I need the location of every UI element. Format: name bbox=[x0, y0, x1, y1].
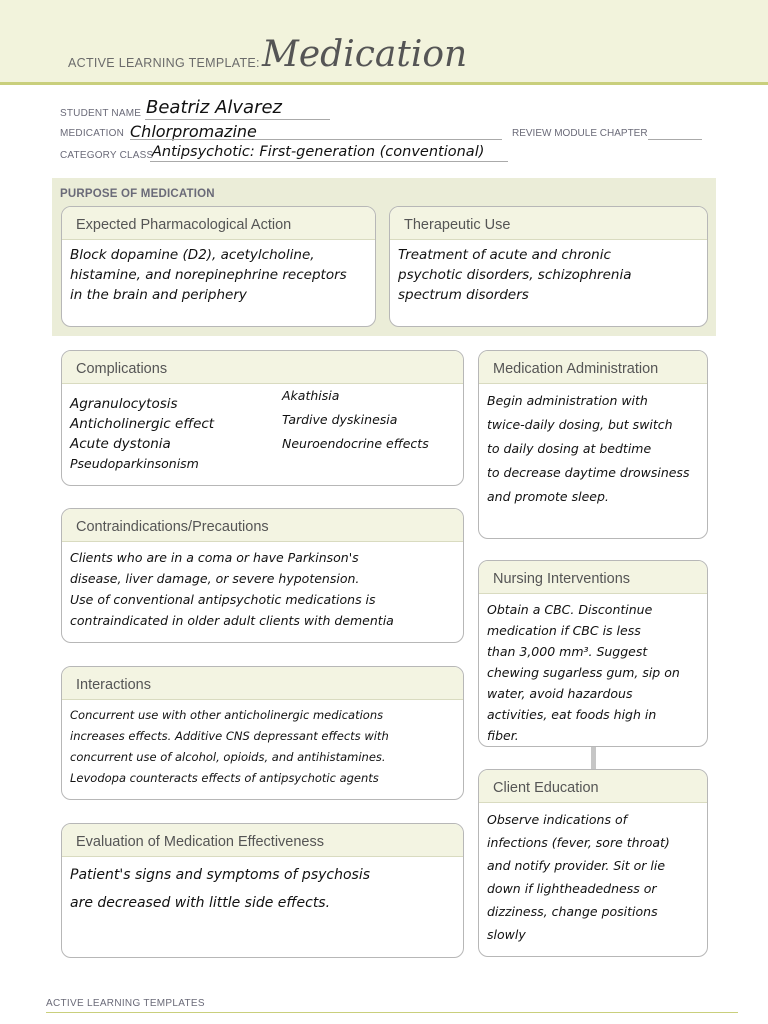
student-name-value: Beatriz Alvarez bbox=[146, 97, 283, 118]
text-line: are decreased with little side effects. bbox=[70, 895, 331, 911]
text-line: concurrent use of alcohol, opioids, and antihistamines. bbox=[70, 750, 386, 764]
therapeutic-use-title: Therapeutic Use bbox=[390, 207, 707, 240]
footer-line bbox=[46, 1012, 738, 1013]
text-line: twice-daily dosing, but switch bbox=[487, 417, 673, 432]
complications-box bbox=[61, 350, 464, 486]
interactions-box bbox=[61, 666, 464, 800]
footer-label: ACTIVE LEARNING TEMPLATES bbox=[46, 998, 205, 1009]
client-education-title: Client Education bbox=[479, 770, 707, 803]
text-line: spectrum disorders bbox=[398, 287, 529, 303]
complications-col1 bbox=[70, 394, 214, 474]
text-line: Block dopamine (D2), acetylcholine, bbox=[70, 247, 315, 263]
purpose-label: PURPOSE OF MEDICATION bbox=[60, 188, 215, 200]
text-line: slowly bbox=[487, 927, 526, 942]
text-line: dizziness, change positions bbox=[487, 904, 658, 919]
medication-administration-body bbox=[479, 384, 707, 509]
complication-item: Neuroendocrine effects bbox=[282, 436, 429, 451]
interactions-title: Interactions bbox=[62, 667, 463, 700]
review-module-label: REVIEW MODULE CHAPTER bbox=[512, 128, 648, 139]
text-line: and promote sleep. bbox=[487, 489, 609, 504]
text-line: Clients who are in a coma or have Parkinson's bbox=[70, 550, 359, 565]
text-line: activities, eat foods high in bbox=[487, 707, 657, 722]
expected-action-title: Expected Pharmacological Action bbox=[62, 207, 375, 240]
complication-item: Anticholinergic effect bbox=[70, 416, 215, 432]
text-line: than 3,000 mm³. Suggest bbox=[487, 644, 648, 659]
complications-col2 bbox=[282, 384, 429, 456]
text-line: fiber. bbox=[487, 728, 519, 743]
complications-body bbox=[62, 384, 463, 486]
category-class-line bbox=[150, 161, 508, 162]
text-line: water, avoid hazardous bbox=[487, 686, 633, 701]
evaluation-title: Evaluation of Medication Effectiveness bbox=[62, 824, 463, 857]
medication-label: MEDICATION bbox=[60, 128, 125, 139]
text-line: chewing sugarless gum, sip on bbox=[487, 665, 680, 680]
medication-line bbox=[130, 139, 502, 140]
connector-bar bbox=[591, 747, 596, 769]
medication-administration-box bbox=[478, 350, 708, 539]
text-line: Patient's signs and symptoms of psychosis bbox=[70, 867, 371, 883]
complication-item: Acute dystonia bbox=[70, 436, 171, 452]
medication-administration-title: Medication Administration bbox=[479, 351, 707, 384]
student-name-line bbox=[145, 119, 330, 120]
contraindications-body bbox=[62, 542, 463, 631]
text-line: down if lightheadedness or bbox=[487, 881, 657, 896]
evaluation-body bbox=[62, 857, 463, 917]
nursing-interventions-box bbox=[478, 560, 708, 747]
text-line: Concurrent use with other anticholinergic medications bbox=[70, 708, 384, 722]
review-module-line bbox=[648, 139, 702, 140]
evaluation-box bbox=[61, 823, 464, 958]
text-line: Levodopa counteracts effects of antipsychotic agents bbox=[70, 771, 379, 785]
category-class-value: Antipsychotic: First-generation (conventional) bbox=[152, 144, 485, 160]
template-label: ACTIVE LEARNING TEMPLATE: bbox=[68, 56, 260, 70]
contraindications-box bbox=[61, 508, 464, 643]
text-line: infections (fever, sore throat) bbox=[487, 835, 670, 850]
client-education-box bbox=[478, 769, 708, 957]
medication-value: Chlorpromazine bbox=[130, 122, 257, 141]
expected-action-box bbox=[61, 206, 376, 327]
text-line: Obtain a CBC. Discontinue bbox=[487, 602, 653, 617]
text-line: Use of conventional antipsychotic medications is bbox=[70, 592, 376, 607]
text-line: medication if CBC is less bbox=[487, 623, 641, 638]
complication-item: Akathisia bbox=[282, 388, 340, 403]
text-line: Begin administration with bbox=[487, 393, 648, 408]
complication-item: Pseudoparkinsonism bbox=[70, 456, 199, 471]
contraindications-title: Contraindications/Precautions bbox=[62, 509, 463, 542]
text-line: to daily dosing at bedtime bbox=[487, 441, 652, 456]
text-line: increases effects. Additive CNS depressant effects with bbox=[70, 729, 389, 743]
text-line: psychotic disorders, schizophrenia bbox=[398, 267, 632, 283]
therapeutic-use-box bbox=[389, 206, 708, 327]
text-line: Treatment of acute and chronic bbox=[398, 247, 611, 263]
text-line: histamine, and norepinephrine receptors bbox=[70, 267, 347, 283]
nursing-interventions-title: Nursing Interventions bbox=[479, 561, 707, 594]
complication-item: Agranulocytosis bbox=[70, 396, 178, 412]
template-title: Medication bbox=[262, 34, 468, 75]
text-line: and notify provider. Sit or lie bbox=[487, 858, 666, 873]
expected-action-body bbox=[62, 240, 375, 305]
nursing-interventions-body bbox=[479, 594, 707, 746]
text-line: contraindicated in older adult clients with dementia bbox=[70, 613, 394, 628]
interactions-body bbox=[62, 700, 463, 789]
therapeutic-use-body bbox=[390, 240, 707, 305]
student-name-label: STUDENT NAME bbox=[60, 108, 142, 119]
complications-title: Complications bbox=[62, 351, 463, 384]
complication-item: Tardive dyskinesia bbox=[282, 412, 398, 427]
text-line: Observe indications of bbox=[487, 812, 627, 827]
text-line: in the brain and periphery bbox=[70, 287, 247, 303]
category-class-label: CATEGORY CLASS bbox=[60, 150, 154, 161]
text-line: to decrease daytime drowsiness bbox=[487, 465, 690, 480]
text-line: disease, liver damage, or severe hypotension. bbox=[70, 571, 360, 586]
client-education-body bbox=[479, 803, 707, 946]
